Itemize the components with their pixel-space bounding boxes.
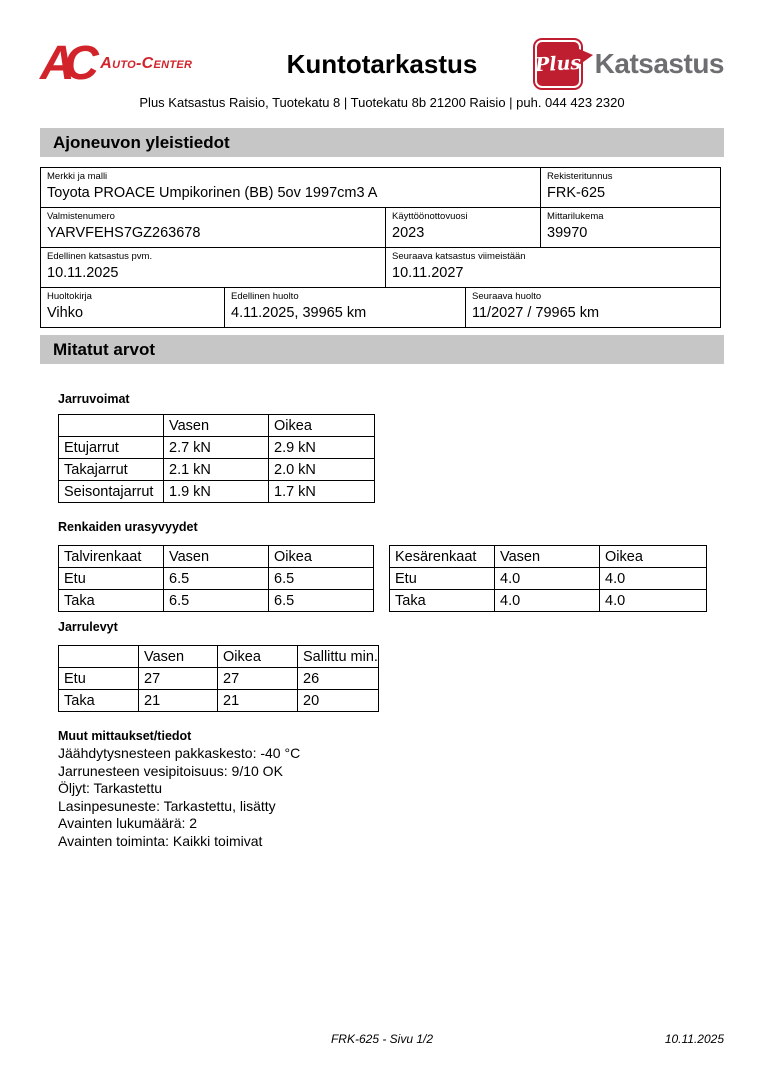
value-cell: 6.5 bbox=[269, 590, 374, 612]
value-cell: 2.7 kN bbox=[164, 437, 269, 459]
list-item: Jarrunesteen vesipitoisuus: 9/10 OK bbox=[58, 762, 283, 779]
auto-center-wordmark: Auto-Center bbox=[100, 55, 193, 72]
auto-center-monogram-icon: AC bbox=[40, 37, 89, 90]
value-cell: 6.5 bbox=[164, 568, 269, 590]
header-cell: Vasen bbox=[164, 546, 269, 568]
table-row bbox=[59, 590, 374, 612]
info-cell-registration bbox=[541, 168, 721, 208]
header-cell: Vasen bbox=[495, 546, 600, 568]
table-row bbox=[390, 590, 707, 612]
row-label-cell: Takajarrut bbox=[59, 459, 164, 481]
info-value: FRK-625 bbox=[547, 185, 606, 201]
info-value: 10.11.2025 bbox=[47, 265, 119, 281]
summer-tires-table bbox=[389, 545, 707, 612]
other-measurements-heading: Muut mittaukset/tiedot bbox=[58, 729, 192, 743]
info-value: 4.11.2025, 39965 km bbox=[231, 305, 367, 321]
header-cell bbox=[59, 646, 139, 668]
info-label: Valmistenumero bbox=[47, 211, 115, 222]
info-value: 10.11.2027 bbox=[392, 265, 464, 281]
header-cell: Vasen bbox=[164, 415, 269, 437]
row-label-cell: Seisontajarrut bbox=[59, 481, 164, 503]
report-footer bbox=[40, 1032, 724, 1046]
row-label-cell: Etu bbox=[390, 568, 495, 590]
table-header-row bbox=[59, 646, 379, 668]
info-label: Edellinen katsastus pvm. bbox=[47, 251, 153, 262]
table-header-row bbox=[59, 546, 374, 568]
value-cell: 6.5 bbox=[164, 590, 269, 612]
value-cell: 26 bbox=[298, 668, 379, 690]
table-row bbox=[41, 248, 721, 288]
list-item: Lasinpesuneste: Tarkastettu, lisätty bbox=[58, 797, 276, 814]
plus-badge-icon bbox=[533, 38, 583, 90]
value-cell: 21 bbox=[218, 690, 298, 712]
brake-discs-heading: Jarrulevyt bbox=[58, 620, 118, 634]
section-title-general-info: Ajoneuvon yleistiedot bbox=[40, 128, 724, 157]
value-cell: 2.0 kN bbox=[269, 459, 375, 481]
info-label: Seuraava huolto bbox=[472, 291, 542, 302]
brake-discs-table bbox=[58, 645, 379, 712]
header-cell: Oikea bbox=[600, 546, 707, 568]
info-label: Edellinen huolto bbox=[231, 291, 299, 302]
header-cell: Kesärenkaat bbox=[390, 546, 495, 568]
value-cell: 1.9 kN bbox=[164, 481, 269, 503]
footer-page-info: FRK-625 - Sivu 1/2 bbox=[330, 1032, 434, 1046]
winter-tires-table bbox=[58, 545, 374, 612]
value-cell: 20 bbox=[298, 690, 379, 712]
value-cell: 2.1 kN bbox=[164, 459, 269, 481]
table-row bbox=[41, 288, 721, 328]
value-cell: 6.5 bbox=[269, 568, 374, 590]
table-row bbox=[41, 208, 721, 248]
list-item: Avainten toiminta: Kaikki toimivat bbox=[58, 832, 263, 849]
table-row bbox=[59, 668, 379, 690]
brake-forces-heading: Jarruvoimat bbox=[58, 392, 130, 406]
row-label-cell: Taka bbox=[59, 590, 164, 612]
report-header bbox=[40, 34, 724, 94]
info-label: Huoltokirja bbox=[47, 291, 92, 302]
info-value: Vihko bbox=[47, 305, 84, 321]
header-cell: Talvirenkaat bbox=[59, 546, 164, 568]
table-header-row bbox=[59, 415, 375, 437]
page-title: Kuntotarkastus bbox=[286, 48, 478, 79]
info-cell-vin bbox=[41, 208, 386, 248]
table-row bbox=[59, 459, 375, 481]
section-title-measured-values: Mitatut arvot bbox=[40, 335, 724, 364]
other-measurements-list bbox=[58, 745, 300, 850]
value-cell: 4.0 bbox=[495, 590, 600, 612]
header-cell: Oikea bbox=[269, 546, 374, 568]
tire-tables-row bbox=[58, 545, 707, 612]
vehicle-info-table bbox=[40, 167, 721, 328]
info-value: YARVFEHS7GZ263678 bbox=[47, 225, 201, 241]
info-value: 11/2027 / 79965 km bbox=[472, 305, 600, 321]
info-cell-next-service bbox=[466, 288, 721, 328]
row-label-cell: Etu bbox=[59, 568, 164, 590]
table-row bbox=[41, 168, 721, 208]
list-item: Avainten lukumäärä: 2 bbox=[58, 815, 198, 831]
table-row bbox=[59, 481, 375, 503]
list-item: Jäähdytysnesteen pakkaskesto: -40 °C bbox=[58, 745, 301, 761]
tread-depths-heading: Renkaiden urasyvyydet bbox=[58, 520, 198, 534]
header-cell: Vasen bbox=[139, 646, 218, 668]
header-cell: Oikea bbox=[269, 415, 375, 437]
plus-badge-text: Plus bbox=[534, 51, 582, 77]
table-row bbox=[59, 690, 379, 712]
value-cell: 4.0 bbox=[495, 568, 600, 590]
katsastus-wordmark: Katsastus bbox=[594, 48, 724, 79]
table-header-row bbox=[390, 546, 707, 568]
info-label: Mittarilukema bbox=[547, 211, 604, 222]
auto-center-logo bbox=[40, 37, 240, 90]
value-cell: 27 bbox=[139, 668, 218, 690]
info-value: Toyota PROACE Umpikorinen (BB) 5ov 1997cm3 A bbox=[47, 185, 378, 201]
info-value: 2023 bbox=[392, 225, 425, 241]
brake-forces-table bbox=[58, 414, 375, 503]
info-label: Käyttöönottovuosi bbox=[392, 211, 468, 222]
row-label-cell: Taka bbox=[59, 690, 139, 712]
info-cell-first-use-year bbox=[386, 208, 541, 248]
table-row bbox=[59, 568, 374, 590]
value-cell: 27 bbox=[218, 668, 298, 690]
info-label: Merkki ja malli bbox=[47, 171, 108, 182]
row-label-cell: Etu bbox=[59, 668, 139, 690]
info-cell-previous-service bbox=[225, 288, 466, 328]
value-cell: 4.0 bbox=[600, 568, 707, 590]
plus-katsastus-logo bbox=[524, 38, 724, 90]
table-row bbox=[59, 437, 375, 459]
row-label-cell: Taka bbox=[390, 590, 495, 612]
info-cell-odometer bbox=[541, 208, 721, 248]
header-cell: Sallittu min. bbox=[298, 646, 379, 668]
info-cell-next-inspection bbox=[386, 248, 721, 288]
row-label-cell: Etujarrut bbox=[59, 437, 164, 459]
list-item: Öljyt: Tarkastettu bbox=[58, 780, 163, 796]
table-row bbox=[390, 568, 707, 590]
footer-date: 10.11.2025 bbox=[664, 1032, 724, 1046]
info-cell-service-book bbox=[41, 288, 225, 328]
value-cell: 4.0 bbox=[600, 590, 707, 612]
info-cell-make-model bbox=[41, 168, 541, 208]
header-cell bbox=[59, 415, 164, 437]
value-cell: 1.7 kN bbox=[269, 481, 375, 503]
value-cell: 2.9 kN bbox=[269, 437, 375, 459]
info-label: Seuraava katsastus viimeistään bbox=[392, 251, 526, 262]
info-label: Rekisteritunnus bbox=[547, 171, 613, 182]
info-cell-previous-inspection bbox=[41, 248, 386, 288]
value-cell: 21 bbox=[139, 690, 218, 712]
station-address-line: Plus Katsastus Raisio, Tuotekatu 8 | Tuotekatu 8b 21200 Raisio | puh. 044 423 2320 bbox=[139, 95, 625, 110]
info-value: 39970 bbox=[547, 225, 588, 241]
header-cell: Oikea bbox=[218, 646, 298, 668]
